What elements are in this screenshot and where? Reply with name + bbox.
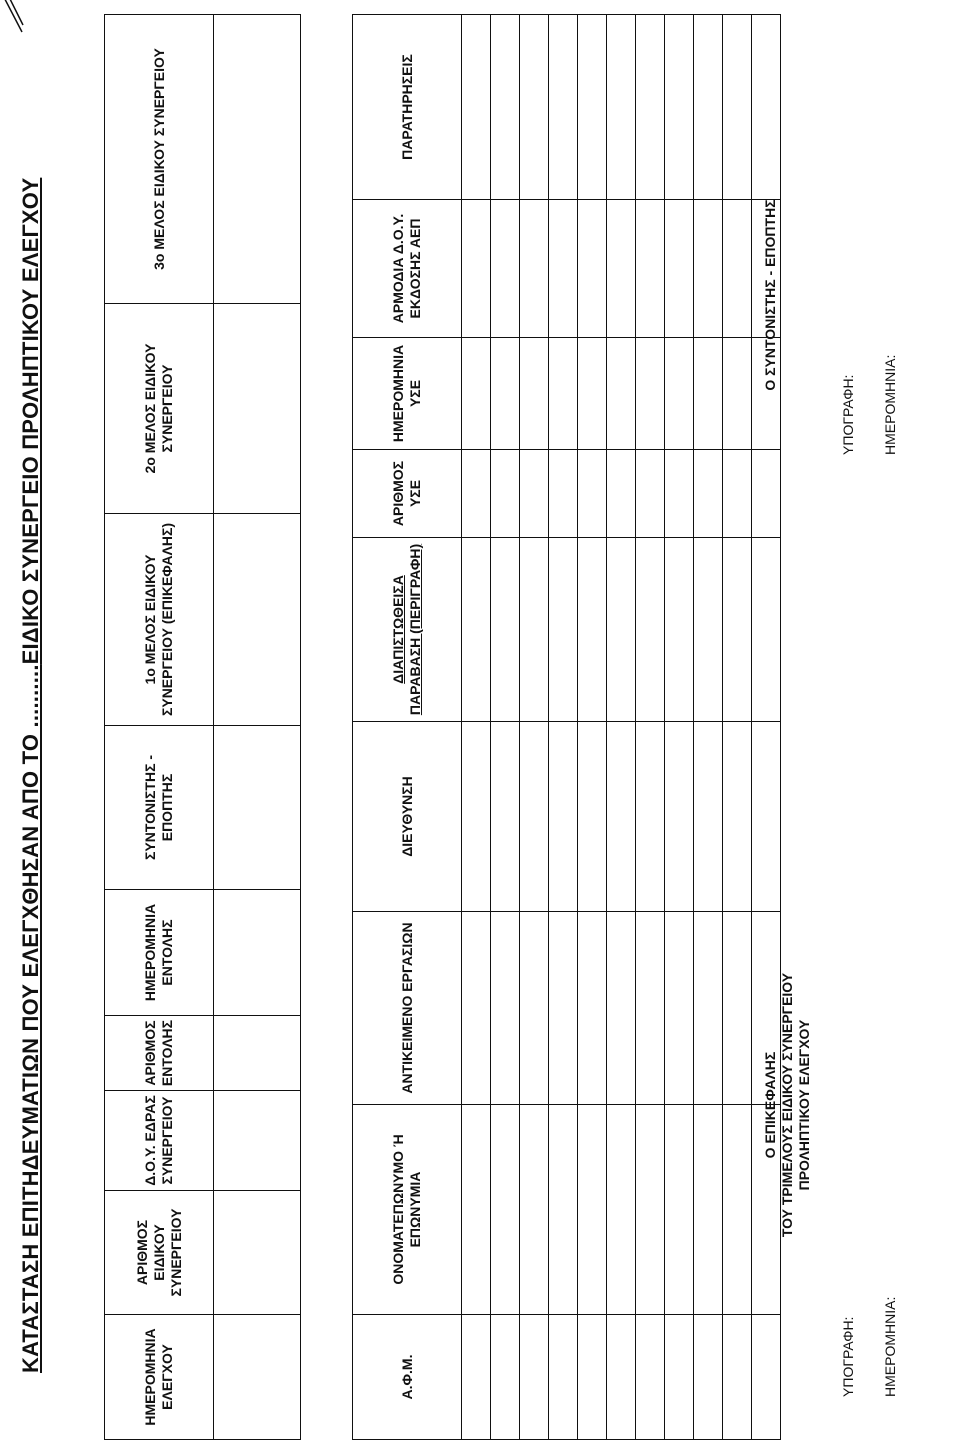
cell-input[interactable] [723, 538, 752, 722]
cell-input[interactable] [520, 1315, 549, 1440]
table-row [694, 15, 723, 1440]
cell-input[interactable] [214, 726, 301, 890]
page-title [18, 178, 44, 1373]
cell-input[interactable] [462, 1105, 491, 1315]
cell-input[interactable] [214, 514, 301, 726]
cell-input[interactable] [607, 722, 636, 912]
cell-input[interactable] [694, 538, 723, 722]
cell-input[interactable] [462, 450, 491, 538]
cell-input[interactable] [665, 1105, 694, 1315]
cell-input[interactable] [607, 200, 636, 338]
cell-input[interactable] [636, 338, 665, 450]
cell-input[interactable] [694, 450, 723, 538]
cell-input[interactable] [607, 15, 636, 200]
cell-input[interactable] [214, 1315, 301, 1440]
cell-input[interactable] [520, 15, 549, 200]
cell-input[interactable] [665, 1315, 694, 1440]
cell-input[interactable] [694, 722, 723, 912]
cell-input[interactable] [578, 15, 607, 200]
header-member-1: 1ο ΜΕΛΟΣ ΕΙΔΙΚΟΥ ΣΥΝΕΡΓΕΙΟΥ (ΕΠΙΚΕΦΑΛΗΣ) [105, 514, 214, 726]
table1-entry-row [214, 15, 301, 1440]
corner-stroke-mark [0, 0, 24, 37]
header-address: ΔΙΕΥΘΥΝΣΗ [353, 722, 462, 912]
cell-input[interactable] [578, 1105, 607, 1315]
header-order-date: ΗΜΕΡΟΜΗΝΙΑ ΕΝΤΟΛΗΣ [105, 890, 214, 1016]
cell-input[interactable] [549, 912, 578, 1105]
cell-input[interactable] [665, 200, 694, 338]
head-signature-block [762, 950, 813, 1260]
cell-input[interactable] [636, 1105, 665, 1315]
inspection-info-table [104, 14, 301, 1440]
coordinator-signature-block [762, 145, 779, 445]
cell-input[interactable] [723, 1105, 752, 1315]
header-yse-number: ΑΡΙΘΜΟΣ ΥΣΕ [353, 450, 462, 538]
header-yse-date: ΗΜΕΡΟΜΗΝΙΑ ΥΣΕ [353, 338, 462, 450]
cell-input[interactable] [214, 15, 301, 304]
title-suffix: ΕΙΔΙΚΟ ΣΥΝΕΡΓΕΙΟ ΠΡΟΛΗΠΤΙΚΟΥ ΕΛΕΓΧΟΥ [18, 177, 43, 665]
cell-input[interactable] [462, 912, 491, 1105]
cell-input[interactable] [491, 538, 520, 722]
cell-input[interactable] [723, 200, 752, 338]
cell-input[interactable] [723, 450, 752, 538]
cell-input[interactable] [578, 338, 607, 450]
cell-input[interactable] [549, 450, 578, 538]
cell-input[interactable] [723, 1315, 752, 1440]
cell-input[interactable] [665, 450, 694, 538]
cell-input[interactable] [578, 450, 607, 538]
header-coordinator: ΣΥΝΤΟΝΙΣΤΗΣ - ΕΠΟΠΤΗΣ [105, 726, 214, 890]
cell-input[interactable] [491, 1315, 520, 1440]
cell-input[interactable] [694, 1105, 723, 1315]
table-row [723, 15, 752, 1440]
header-competent-tax-office: ΑΡΜΟΔΙΑ Δ.Ο.Υ. ΕΚΔΟΣΗΣ ΑΕΠ [353, 200, 462, 338]
cell-input[interactable] [694, 338, 723, 450]
cell-input[interactable] [491, 450, 520, 538]
cell-input[interactable] [636, 722, 665, 912]
cell-input[interactable] [214, 304, 301, 514]
cell-input[interactable] [607, 538, 636, 722]
cell-input[interactable] [723, 912, 752, 1105]
cell-input[interactable] [636, 538, 665, 722]
cell-input[interactable] [214, 890, 301, 1016]
cell-input[interactable] [520, 912, 549, 1105]
cell-input[interactable] [462, 15, 491, 200]
table-row [578, 15, 607, 1440]
cell-input[interactable] [607, 450, 636, 538]
cell-input[interactable] [491, 338, 520, 450]
header-crew-number: ΑΡΙΘΜΟΣ ΕΙΔΙΚΟΥ ΣΥΝΕΡΓΕΙΟΥ [105, 1191, 214, 1315]
cell-input[interactable] [549, 722, 578, 912]
cell-input[interactable] [578, 200, 607, 338]
cell-input[interactable] [636, 15, 665, 200]
table-row [462, 15, 491, 1440]
table-row [607, 15, 636, 1440]
cell-input[interactable] [665, 912, 694, 1105]
cell-input[interactable] [752, 538, 781, 722]
cell-input[interactable] [694, 200, 723, 338]
cell-input[interactable] [549, 200, 578, 338]
cell-input[interactable] [636, 200, 665, 338]
cell-input[interactable] [520, 338, 549, 450]
cell-input[interactable] [723, 15, 752, 200]
cell-input[interactable] [578, 1315, 607, 1440]
cell-input[interactable] [520, 538, 549, 722]
table1-header-row [105, 15, 214, 1440]
cell-input[interactable] [694, 1315, 723, 1440]
cell-input[interactable] [491, 912, 520, 1105]
cell-input[interactable] [214, 1016, 301, 1091]
header-afm: Α.Φ.Μ. [353, 1315, 462, 1440]
head-title: Ο ΕΠΙΚΕΦΑΛΗΣ [762, 1051, 778, 1159]
cell-input[interactable] [694, 15, 723, 200]
cell-input[interactable] [636, 912, 665, 1105]
cell-input[interactable] [549, 338, 578, 450]
signature-label-right: ΥΠΟΓΡΑΦΗ: [840, 374, 856, 455]
table-row [636, 15, 665, 1440]
businesses-table [352, 14, 781, 1440]
table-row [491, 15, 520, 1440]
header-activity: ΑΝΤΙΚΕΙΜΕΝΟ ΕΡΓΑΣΙΩΝ [353, 912, 462, 1105]
cell-input[interactable] [578, 912, 607, 1105]
table2-header-row [353, 15, 462, 1440]
header-remarks: ΠΑΡΑΤΗΡΗΣΕΙΣ [353, 15, 462, 200]
table-row [665, 15, 694, 1440]
cell-input[interactable] [607, 1105, 636, 1315]
cell-input[interactable] [520, 450, 549, 538]
cell-input[interactable] [462, 200, 491, 338]
cell-input[interactable] [723, 338, 752, 450]
cell-input[interactable] [520, 722, 549, 912]
cell-input[interactable] [665, 15, 694, 200]
cell-input[interactable] [462, 538, 491, 722]
head-subtitle-2: ΠΡΟΛΗΠΤΙΚΟΥ ΕΛΕΓΧΟΥ [796, 1019, 812, 1191]
cell-input[interactable] [607, 338, 636, 450]
header-violation: ΔΙΑΠΙΣΤΩΘΕΙΣΑ ΠΑΡΑΒΑΣΗ (ΠΕΡΙΓΡΑΦΗ) [353, 538, 462, 722]
cell-input[interactable] [636, 1315, 665, 1440]
cell-input[interactable] [665, 338, 694, 450]
cell-input[interactable] [491, 722, 520, 912]
cell-input[interactable] [723, 722, 752, 912]
cell-input[interactable] [462, 722, 491, 912]
cell-input[interactable] [636, 450, 665, 538]
date-label-left: ΗΜΕΡΟΜΗΝΙΑ: [882, 1296, 898, 1397]
header-tax-office: Δ.Ο.Υ. ΕΔΡΑΣ ΣΥΝΕΡΓΕΙΟΥ [105, 1091, 214, 1191]
cell-input[interactable] [665, 538, 694, 722]
header-member-3: 3ο ΜΕΛΟΣ ΕΙΔΙΚΟΥ ΣΥΝΕΡΓΕΙΟΥ [105, 15, 214, 304]
cell-input[interactable] [491, 15, 520, 200]
cell-input[interactable] [549, 538, 578, 722]
cell-input[interactable] [462, 338, 491, 450]
cell-input[interactable] [665, 722, 694, 912]
head-subtitle: ΤΟΥ ΤΡΙΜΕΛΟΥΣ ΕΙΔΙΚΟΥ ΣΥΝΕΡΓΕΙΟΥ [779, 972, 795, 1238]
cell-input[interactable] [214, 1191, 301, 1315]
cell-input[interactable] [694, 912, 723, 1105]
signature-label-left: ΥΠΟΓΡΑΦΗ: [840, 1316, 856, 1397]
header-inspection-date: ΗΜΕΡΟΜΗΝΙΑ ΕΛΕΓΧΟΥ [105, 1315, 214, 1440]
table2-body [462, 15, 781, 1440]
cell-input[interactable] [752, 1315, 781, 1440]
cell-input[interactable] [549, 15, 578, 200]
date-label-right: ΗΜΕΡΟΜΗΝΙΑ: [882, 354, 898, 455]
header-order-number: ΑΡΙΘΜΟΣ ΕΝΤΟΛΗΣ [105, 1016, 214, 1091]
cell-input[interactable] [578, 538, 607, 722]
coordinator-title: Ο ΣΥΝΤΟΝΙΣΤΗΣ - ΕΠΟΠΤΗΣ [762, 199, 778, 391]
cell-input[interactable] [752, 722, 781, 912]
cell-input[interactable] [491, 1105, 520, 1315]
cell-input[interactable] [752, 450, 781, 538]
cell-input[interactable] [549, 1105, 578, 1315]
cell-input[interactable] [214, 1091, 301, 1191]
cell-input[interactable] [462, 1315, 491, 1440]
cell-input[interactable] [549, 1315, 578, 1440]
cell-input[interactable] [607, 1315, 636, 1440]
cell-input[interactable] [578, 722, 607, 912]
header-name: ΟΝΟΜΑΤΕΠΩΝΥΜΟ Ή ΕΠΩΝΥΜΙΑ [353, 1105, 462, 1315]
cell-input[interactable] [607, 912, 636, 1105]
title-prefix: ΚΑΤΑΣΤΑΣΗ ΕΠΙΤΗΔΕΥΜΑΤΙΩΝ ΠΟΥ ΕΛΕΓΧΘΗΣΑΝ ΑΠΟ ΤΟ .......... [18, 664, 43, 1373]
table-row [549, 15, 578, 1440]
cell-input[interactable] [491, 200, 520, 338]
table-row [520, 15, 549, 1440]
cell-input[interactable] [520, 1105, 549, 1315]
header-member-2: 2ο ΜΕΛΟΣ ΕΙΔΙΚΟΥ ΣΥΝΕΡΓΕΙΟΥ [105, 304, 214, 514]
cell-input[interactable] [520, 200, 549, 338]
